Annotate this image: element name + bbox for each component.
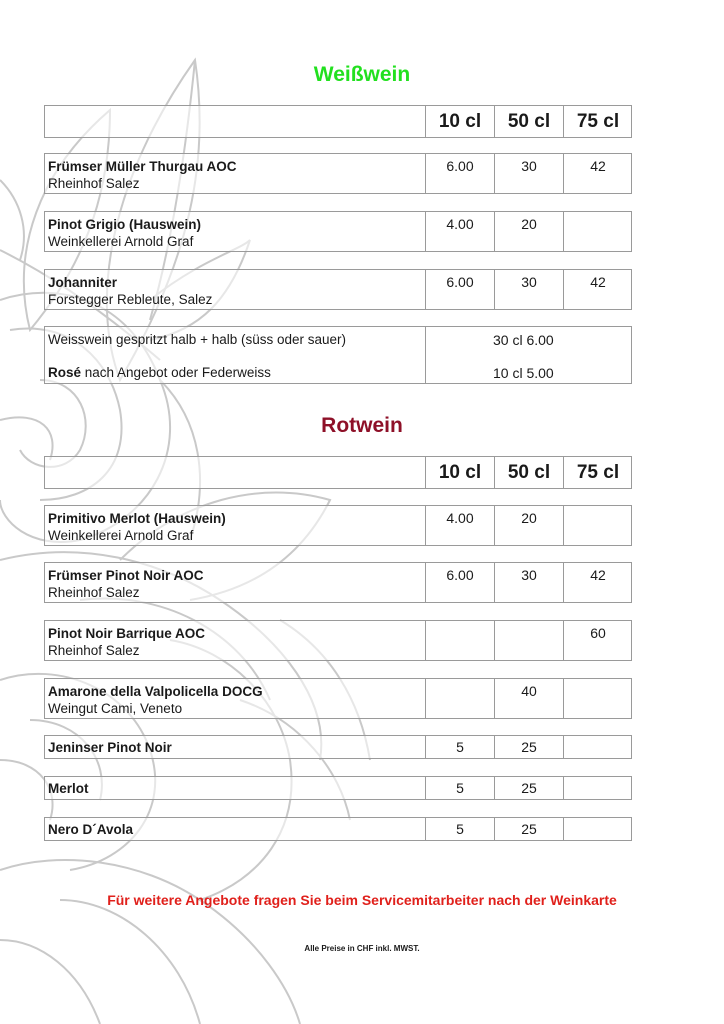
price-50cl: 30 — [494, 563, 563, 602]
price-10cl: 5 — [425, 818, 494, 840]
price-50cl: 20 — [494, 506, 563, 545]
header-75cl: 75 cl — [563, 106, 632, 137]
wine-row — [44, 735, 632, 759]
price-50cl — [494, 621, 563, 660]
wine-name: Primitivo Merlot (Hauswein) — [48, 511, 226, 526]
wine-name: Pinot Grigio (Hauswein) — [48, 217, 202, 232]
header-10cl: 10 cl — [425, 106, 494, 137]
wine-row — [44, 269, 632, 310]
header-50cl: 50 cl — [494, 106, 563, 137]
rose-label: Rosé nach Angebot oder Federweiss — [48, 365, 271, 380]
price-50cl: 40 — [494, 679, 563, 718]
price-10cl: 4.00 — [425, 506, 494, 545]
header-50cl: 50 cl — [494, 457, 563, 488]
wine-row — [44, 620, 632, 661]
wine-name: Jeninser Pinot Noir — [48, 740, 172, 755]
price-10cl: 5 — [425, 736, 494, 758]
price-10cl: 5 — [425, 777, 494, 799]
price-10cl — [425, 621, 494, 660]
wine-name: Amarone della Valpolicella DOCG — [48, 684, 263, 699]
wine-list-note: Für weitere Angebote fragen Sie beim Servicemitarbeiter nach der Weinkarte — [107, 892, 617, 908]
wine-name: Pinot Noir Barrique AOC — [48, 626, 206, 641]
spritz-box — [44, 326, 632, 384]
price-75cl — [563, 679, 632, 718]
price-75cl — [563, 506, 632, 545]
price-75cl — [563, 736, 632, 758]
spritz-label: Weisswein gespritzt halb + halb (süss oder sauer) — [48, 332, 347, 347]
price-50cl: 20 — [494, 212, 563, 251]
price-75cl: 42 — [563, 563, 632, 602]
wine-row — [44, 776, 632, 800]
price-75cl: 42 — [563, 270, 632, 309]
price-10cl: 6.00 — [425, 154, 494, 193]
price-10cl: 6.00 — [425, 563, 494, 602]
wine-row — [44, 153, 632, 194]
red-wine-header — [44, 456, 632, 489]
white-wine-title: Weißwein — [313, 63, 411, 86]
wine-producer: Forstegger Rebleute, Salez — [48, 292, 213, 307]
wine-name: Frümser Pinot Noir AOC — [48, 568, 204, 583]
wine-name: Frümser Müller Thurgau AOC — [48, 159, 237, 174]
wine-name: Johanniter — [48, 275, 118, 290]
wine-producer: Rheinhof Salez — [48, 643, 140, 658]
white-wine-header — [44, 105, 632, 138]
price-75cl — [563, 212, 632, 251]
wine-name: Merlot — [48, 781, 89, 796]
spritz-price: 30 cl 6.00 — [493, 332, 554, 348]
price-50cl: 30 — [494, 154, 563, 193]
rose-price: 10 cl 5.00 — [493, 365, 554, 381]
wine-row — [44, 562, 632, 603]
wine-name: Nero D´Avola — [48, 822, 134, 837]
price-footer: Alle Preise in CHF inkl. MWST. — [304, 944, 420, 953]
price-10cl: 6.00 — [425, 270, 494, 309]
price-10cl — [425, 679, 494, 718]
wine-producer: Rheinhof Salez — [48, 176, 140, 191]
header-75cl: 75 cl — [563, 457, 632, 488]
red-wine-title: Rotwein — [321, 414, 403, 437]
header-10cl: 10 cl — [425, 457, 494, 488]
wine-producer: Weinkellerei Arnold Graf — [48, 234, 194, 249]
price-75cl — [563, 777, 632, 799]
wine-row — [44, 211, 632, 252]
wine-row — [44, 505, 632, 546]
wine-producer: Rheinhof Salez — [48, 585, 140, 600]
price-75cl — [563, 818, 632, 840]
price-50cl: 25 — [494, 818, 563, 840]
wine-row — [44, 678, 632, 719]
price-75cl: 42 — [563, 154, 632, 193]
wine-producer: Weingut Cami, Veneto — [48, 701, 183, 716]
price-50cl: 25 — [494, 777, 563, 799]
price-10cl: 4.00 — [425, 212, 494, 251]
wine-producer: Weinkellerei Arnold Graf — [48, 528, 194, 543]
wine-row — [44, 817, 632, 841]
price-50cl: 30 — [494, 270, 563, 309]
price-75cl: 60 — [563, 621, 632, 660]
price-50cl: 25 — [494, 736, 563, 758]
